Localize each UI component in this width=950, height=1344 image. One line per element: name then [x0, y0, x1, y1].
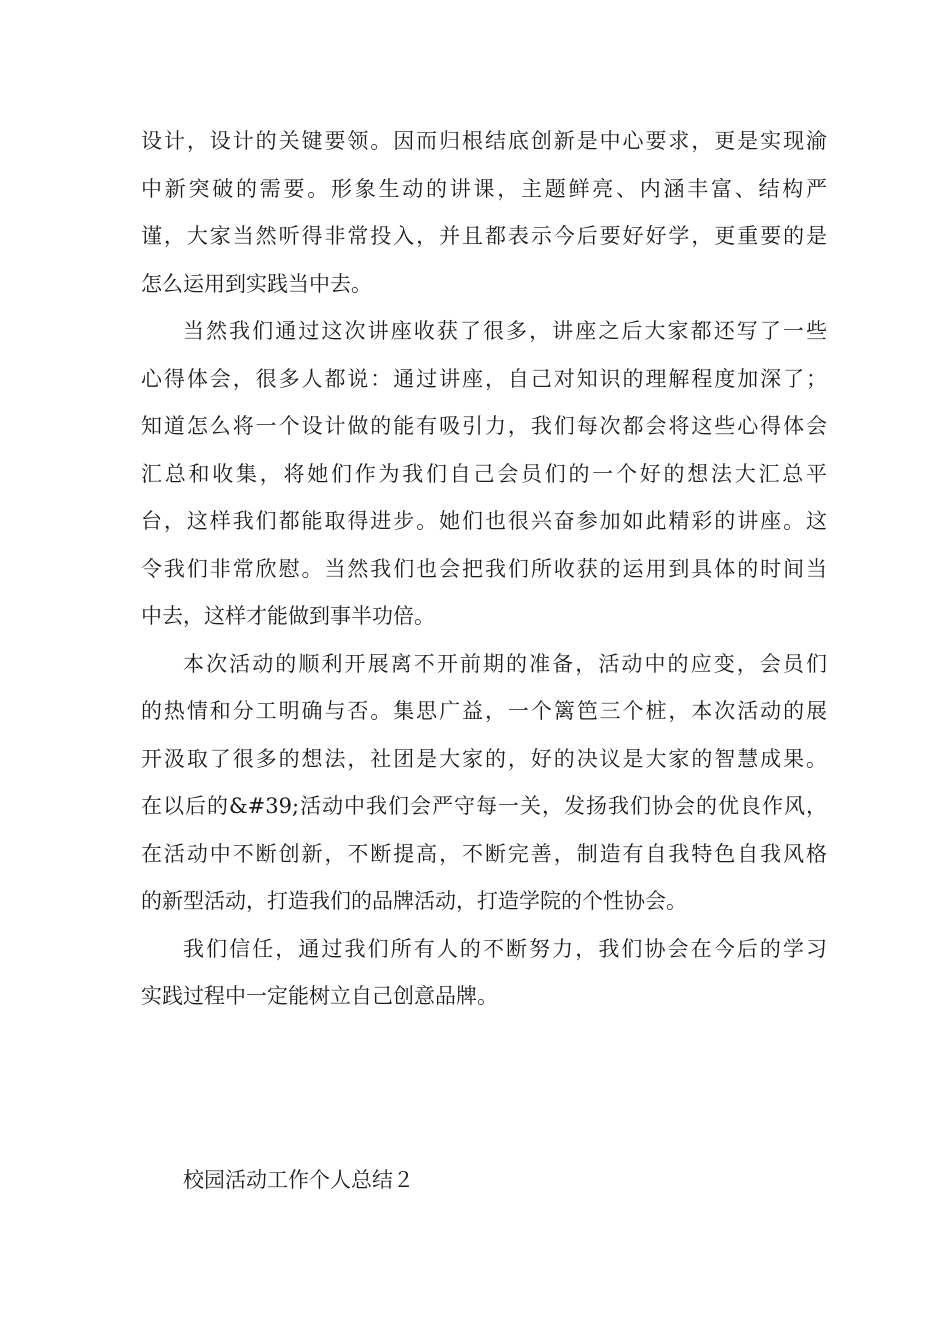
paragraph-4 [141, 926, 827, 1021]
text-line: 知道怎么将一个设计做的能有吸引力，我们每次都会将这些心得体会 [141, 414, 827, 438]
paragraph-2 [141, 308, 827, 641]
text-line: 的新型活动，打造我们的品牌活动，打造学院的个性协会。 [141, 889, 687, 913]
text-line: 在活动中不断创新，不断提高，不断完善，制造有自我特色自我风格 [141, 841, 827, 866]
text-line: 的热情和分工明确与否。集思广益，一个篱笆三个桩，本次活动的展 [141, 699, 827, 723]
text-line: 台，这样我们都能取得进步。她们也很兴奋参加如此精彩的讲座。这 [141, 509, 827, 533]
text-line: 怎么运用到实践当中去。 [141, 271, 372, 296]
text-line: 中新突破的需要。形象生动的讲课，主题鲜亮、内涵丰富、结构严 [141, 176, 827, 201]
text-line: 心得体会，很多人都说：通过讲座，自己对知识的理解程度加深了； [141, 366, 827, 391]
text-line: 开汲取了很多的想法，社团是大家的，好的决议是大家的智慧成果。 [141, 746, 827, 771]
text-line: 谨，大家当然听得非常投入，并且都表示今后要好好学，更重要的是 [141, 224, 827, 248]
text-line: 汇总和收集，将她们作为我们自己会员们的一个好的想法大汇总平 [141, 461, 827, 486]
paragraph-1 [141, 118, 827, 308]
text-line: 中去，这样才能做到事半功倍。 [141, 604, 435, 628]
text-line: 设计，设计的关键要领。因而归根结底创新是中心要求，更是实现渝 [141, 129, 827, 153]
text-line: 我们信任，通过我们所有人的不断努力，我们协会在今后的学习 [183, 936, 827, 961]
section-heading: 校园活动工作个人总结２ [183, 1168, 414, 1192]
document-body [141, 118, 827, 1021]
text-line: 当然我们通过这次讲座收获了很多，讲座之后大家都还写了一些 [183, 319, 827, 343]
paragraph-3 [141, 641, 827, 926]
text-line: 本次活动的顺利开展离不开前期的准备，活动中的应变，会员们 [183, 651, 827, 676]
text-line: 实践过程中一定能树立自己创意品牌。 [141, 984, 498, 1008]
text-line: 在以后的&#39;活动中我们会严守每一关，发扬我们协会的优良作风， [141, 794, 827, 818]
text-line: 令我们非常欣慰。当然我们也会把我们所收获的运用到具体的时间当 [141, 556, 827, 581]
